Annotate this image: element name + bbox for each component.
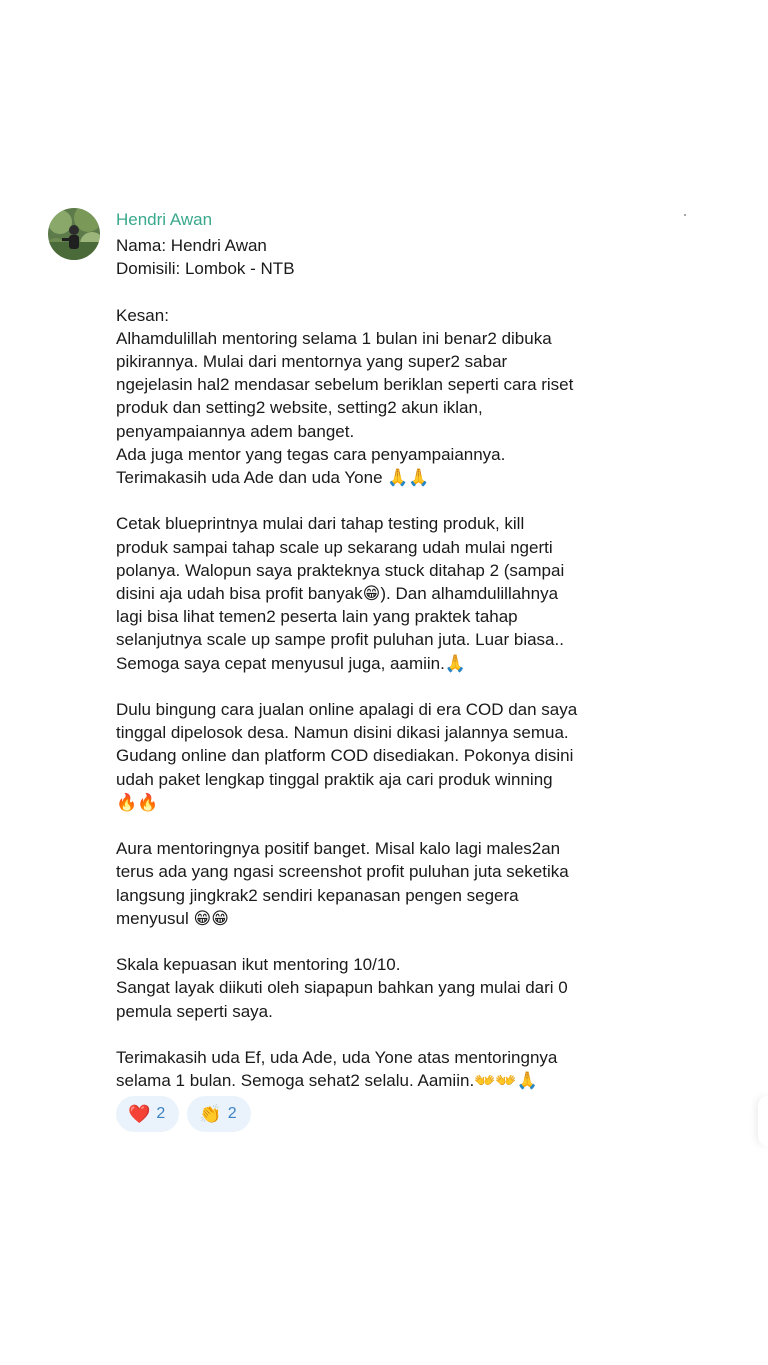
message-paragraph xyxy=(116,837,676,930)
reactions-bar xyxy=(116,1096,251,1132)
avatar[interactable] xyxy=(48,208,100,260)
message-line: Alhamdulillah mentoring selama 1 bulan ini benar2 dibuka xyxy=(116,328,552,348)
paragraph-gap xyxy=(116,489,676,512)
divider-dot xyxy=(684,214,686,216)
clapping-hands-icon: 👏 xyxy=(199,1104,222,1124)
message-line: produk sampai tahap scale up sekarang udah mulai ngerti xyxy=(116,537,553,557)
paragraph-gap xyxy=(116,675,676,698)
message-line: Cetak blueprintnya mulai dari tahap testing produk, kill xyxy=(116,514,525,534)
message-line: tinggal dipelosok desa. Namun disini dikasi jalannya semua. xyxy=(116,723,569,743)
user-photo-avatar-icon xyxy=(48,208,100,260)
message-content xyxy=(116,206,676,1092)
message-line: Terimakasih uda Ade dan uda Yone 🙏🙏 xyxy=(116,468,430,488)
message-line: menyusul 😁😁 xyxy=(116,908,229,928)
scroll-edge xyxy=(758,1096,768,1146)
reaction-count: 2 xyxy=(156,1105,166,1122)
message-line: Domisili: Lombok - NTB xyxy=(116,259,295,279)
message-paragraph xyxy=(116,953,676,1023)
message-line: Gudang online dan platform COD disediakan. Pokonya disini xyxy=(116,746,574,766)
message-paragraph xyxy=(116,234,676,280)
message-line: polanya. Walopun saya prakteknya stuck ditahap 2 (sampai xyxy=(116,560,565,580)
message-line: Terimakasih uda Ef, uda Ade, uda Yone atas mentoringnya xyxy=(116,1048,558,1068)
message-line: penyampaiannya adem banget. xyxy=(116,421,355,441)
paragraph-gap xyxy=(116,1023,676,1046)
message-line: Nama: Hendri Awan xyxy=(116,236,267,255)
message-line: Kesan: xyxy=(116,305,169,325)
message-line: Ada juga mentor yang tegas cara penyampaiannya. xyxy=(116,444,506,464)
paragraph-gap xyxy=(116,280,676,303)
message-line: terus ada yang ngasi screenshot profit puluhan juta seketika xyxy=(116,862,569,882)
message-line: ngejelasin hal2 mendasar sebelum beriklan seperti cara riset xyxy=(116,375,574,395)
message-line: Skala kepuasan ikut mentoring 10/10. xyxy=(116,955,401,975)
paragraph-gap xyxy=(116,930,676,953)
message-paragraph xyxy=(116,512,676,674)
sender-name[interactable]: Hendri Awan xyxy=(116,210,213,229)
message-paragraph xyxy=(116,304,676,490)
message-line: disini aja udah bisa profit banyak😁). Dan alhamdulillahnya xyxy=(116,584,559,604)
message-line: selama 1 bulan. Semoga sehat2 selalu. Aamiin.👐👐🙏 xyxy=(116,1071,538,1091)
heart-icon: ❤️ xyxy=(128,1104,151,1124)
reaction-clapping-hands-button[interactable] xyxy=(187,1096,250,1132)
message-line: Sangat layak diikuti oleh siapapun bahkan yang mulai dari 0 xyxy=(116,978,568,998)
paragraph-gap xyxy=(116,814,676,837)
reaction-heart-button[interactable] xyxy=(116,1096,179,1132)
message-line: selanjutnya scale up sampe profit puluhan juta. Luar biasa.. xyxy=(116,630,564,650)
message-line: Aura mentoringnya positif banget. Misal kalo lagi males2an xyxy=(116,839,561,859)
message-line: pikirannya. Mulai dari mentornya yang super2 sabar xyxy=(116,352,508,371)
message-line: udah paket lengkap tinggal praktik aja cari produk winning xyxy=(116,769,553,789)
reaction-count: 2 xyxy=(227,1105,237,1122)
message-line: langsung jingkrak2 sendiri kepanasan pengen segera xyxy=(116,885,519,905)
message-line: Semoga saya cepat menyusul juga, aamiin.🙏 xyxy=(116,653,467,673)
message-line: lagi bisa lihat temen2 peserta lain yang praktek tahap xyxy=(116,607,518,627)
message-line: produk dan setting2 website, setting2 akun iklan, xyxy=(116,398,483,418)
message-line: Dulu bingung cara jualan online apalagi di era COD dan saya xyxy=(116,700,578,720)
message-line: 🔥🔥 xyxy=(116,792,159,812)
message-paragraph xyxy=(116,698,676,814)
message-paragraph xyxy=(116,1046,676,1092)
message-body xyxy=(116,234,676,1092)
message-line: pemula seperti saya. xyxy=(116,1001,273,1021)
